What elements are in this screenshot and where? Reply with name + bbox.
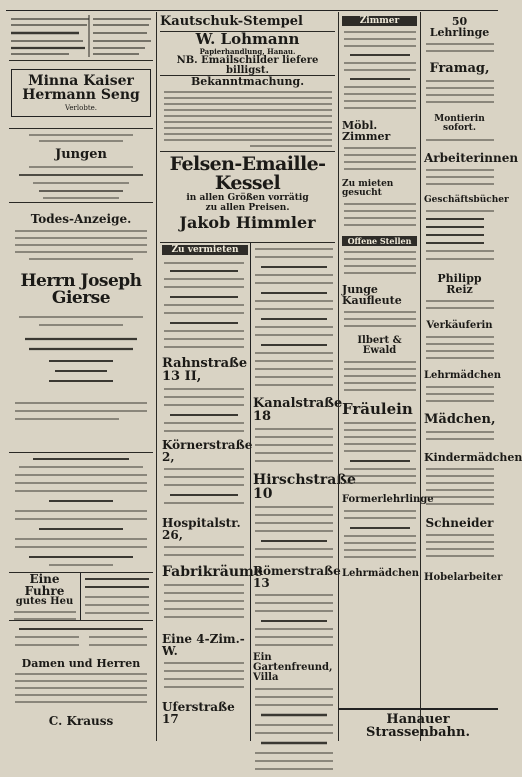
stamp-ad-headline: Kautschuk-Stempel bbox=[160, 14, 303, 29]
listing-koernerstrasse: Körnerstraße 2, bbox=[162, 438, 253, 464]
listing-fabrikraeume: Fabrikräume bbox=[162, 564, 263, 580]
engagement-ad bbox=[9, 61, 153, 129]
apprentice-girl-heading-2: Lehrmädchen bbox=[424, 370, 501, 381]
lohmann-ad bbox=[160, 32, 335, 76]
dance-school-ad bbox=[9, 621, 153, 734]
listing-header: Zu vermieten bbox=[162, 245, 248, 255]
lohmann-name: W. Lohmann bbox=[195, 30, 300, 48]
rental-listings bbox=[160, 243, 356, 741]
framag-heading: Framag, bbox=[429, 61, 490, 76]
birth-notice bbox=[9, 129, 153, 203]
girls-heading: Mädchen, bbox=[424, 412, 496, 427]
birth-notice-lines bbox=[9, 130, 153, 144]
engagement-box bbox=[11, 69, 151, 117]
merchants-heading: Junge Kaufleute bbox=[342, 283, 402, 307]
stamp-ad bbox=[160, 12, 335, 32]
kessel-headline: Felsen-Emaille-Kessel bbox=[169, 153, 326, 194]
thank-you-notice-text bbox=[9, 453, 153, 571]
listing-kanalstrasse: Kanalstraße 18 bbox=[253, 396, 343, 424]
moulder-heading: Formerlehrlinge bbox=[342, 494, 434, 505]
wanted-heading: Zu mieten gesucht bbox=[342, 179, 394, 198]
apprentices-heading: 50 Lehrlinge bbox=[429, 15, 490, 39]
listing-rahnstrasse: Rahnstraße 13 II, bbox=[162, 356, 248, 384]
listing-4-zimmer: Eine 4-Zim.-W. bbox=[162, 632, 245, 658]
listing-gartenfreund: Ein Gartenfreund, Villa bbox=[253, 652, 333, 683]
announcement-text bbox=[160, 87, 336, 149]
lohmann-bottom: NB. Emailschilder liefere billigst. bbox=[176, 55, 319, 76]
dance-school-name: C. Krauss bbox=[48, 714, 114, 728]
fitter-heading: Montierin sofort. bbox=[434, 114, 485, 133]
birth-notice-body bbox=[9, 161, 153, 201]
planer-heading: Hobelarbeiter bbox=[424, 572, 503, 583]
death-notice-intro bbox=[9, 225, 153, 265]
death-notice-title: Todes-Anzeige. bbox=[30, 212, 132, 226]
saleswoman-heading: Verkäuferin bbox=[426, 320, 493, 331]
column-2 bbox=[156, 12, 356, 741]
announcement bbox=[160, 76, 335, 152]
engagement-caption: Verlobte. bbox=[64, 104, 98, 112]
lohmann-sub: Papierhandlung, Hanau. bbox=[199, 47, 296, 56]
announcement-title: Bekanntmachung. bbox=[190, 75, 305, 88]
hay-ad-sub: gutes Heu bbox=[15, 596, 74, 607]
tailor-heading: Schneider bbox=[425, 516, 494, 530]
furnished-room-heading: Möbl. Zimmer bbox=[342, 119, 391, 143]
small-ads-text-lines bbox=[9, 13, 153, 57]
small-ads-middle bbox=[9, 573, 153, 621]
ledger-heading: Geschäftsbücher bbox=[424, 195, 509, 205]
death-notice-body bbox=[9, 311, 153, 461]
listing-hirschstrasse: Hirschstraße 10 bbox=[253, 472, 356, 502]
dress-ad-text bbox=[81, 573, 153, 619]
rooms-header: Zimmer bbox=[342, 16, 417, 26]
hay-ad-headline: Eine Fuhre bbox=[24, 572, 65, 598]
reiz-heading: Philipp Reiz bbox=[437, 272, 482, 296]
kessel-line2: in allen Größen vorrätig bbox=[186, 193, 309, 203]
listing-roemerstrasse: Römerstraße 13 bbox=[253, 564, 341, 590]
kessel-ad bbox=[160, 155, 335, 243]
column-3 bbox=[338, 12, 434, 741]
engagement-name-1: Minna Kaiser bbox=[28, 73, 134, 89]
fraulein-heading: Fräulein bbox=[342, 400, 413, 418]
column-1 bbox=[6, 12, 156, 741]
vacancies-header: Offene Stellen bbox=[342, 236, 417, 246]
nursemaid-heading: Kindermädchen bbox=[424, 451, 522, 464]
listing-uferstrasse: Uferstraße 17 bbox=[162, 700, 235, 726]
engagement-name-2: Hermann Seng bbox=[22, 87, 140, 103]
tram-ad bbox=[338, 708, 498, 740]
dance-school-headline: Damen und Herren bbox=[21, 657, 141, 670]
death-notice-name: Herrn Joseph Gierse bbox=[20, 271, 142, 308]
thank-you-notice bbox=[9, 453, 153, 573]
kessel-name: Jakob Himmler bbox=[179, 213, 316, 232]
small-ads-top bbox=[9, 13, 153, 61]
column-4 bbox=[420, 12, 522, 741]
page-header bbox=[6, 2, 498, 11]
birth-notice-headline: Jungen bbox=[55, 147, 107, 162]
death-notice bbox=[9, 203, 153, 453]
tram-ad-headline: Hanauer Strassenbahn. bbox=[366, 712, 470, 740]
firm-heading: Ilbert & Ewald bbox=[357, 335, 402, 356]
hay-ad bbox=[9, 573, 81, 620]
rental-listings-right bbox=[251, 243, 356, 741]
rental-listings-left bbox=[160, 243, 263, 741]
listing-hospitalstrasse: Hospitalstr. 26, bbox=[162, 516, 241, 542]
apprentice-girl-heading: Lehrmädchen bbox=[342, 568, 419, 579]
kessel-line3: zu allen Preisen. bbox=[205, 203, 290, 213]
workers-heading: Arbeiterinnen bbox=[424, 151, 519, 165]
